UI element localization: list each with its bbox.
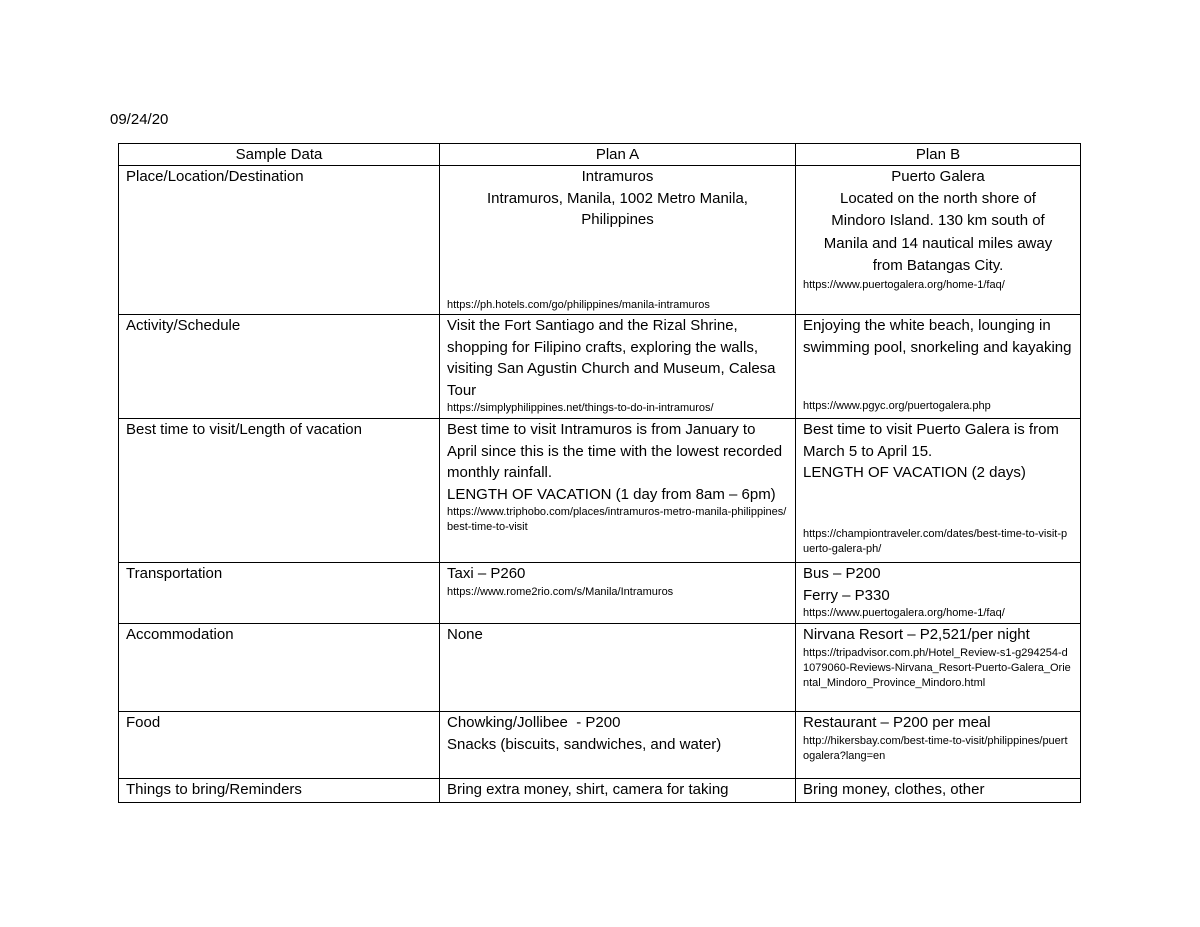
- header-sample-data: Sample Data: [119, 144, 440, 166]
- plan-b-place-line-5: from Batangas City.: [872, 257, 1004, 274]
- plan-b-place-line-1: Puerto Galera: [891, 168, 985, 185]
- plan-b-best-time-source-link[interactable]: https://championtraveler.com/dates/best-time-to-visit-puerto-galera-ph/: [803, 528, 1068, 555]
- plan-a-place-source-link[interactable]: https://ph.hotels.com/go/philippines/manila-intramuros: [447, 299, 710, 311]
- plan-a-accommodation-cell: [440, 624, 796, 712]
- plan-b-transportation-cell: [796, 563, 1081, 624]
- plan-b-activity-cell: [796, 315, 1081, 419]
- plan-b-place-line-4: Manila and 14 nautical miles away: [823, 234, 1053, 252]
- plan-a-things-cell: [440, 779, 796, 803]
- row-label-activity: Activity/Schedule: [119, 315, 440, 419]
- travel-plan-table: [118, 143, 1081, 803]
- plan-b-vacation-length: LENGTH OF VACATION (2 days): [803, 464, 1026, 481]
- plan-b-accommodation-text: Nirvana Resort – P2,521/per night: [803, 626, 1030, 643]
- plan-a-transport-text: Taxi – P260: [447, 565, 526, 582]
- table-row-accommodation: [119, 624, 1081, 712]
- plan-b-food-source-link[interactable]: http://hikersbay.com/best-time-to-visit/philippines/puertogalera?lang=en: [803, 734, 1068, 762]
- table-row-things-to-bring: [119, 779, 1081, 803]
- plan-a-activity-source-link[interactable]: https://simplyphilippines.net/things-to-do-in-intramuros/: [447, 402, 714, 414]
- plan-b-place-line-3: Mindoro Island. 130 km south of: [831, 212, 1045, 229]
- header-plan-a: Plan A: [440, 144, 796, 166]
- document-date: 09/24/20: [110, 111, 169, 128]
- table-row-best-time: [119, 419, 1081, 563]
- plan-b-transport-source-link[interactable]: https://www.puertogalera.org/home-1/faq/: [803, 607, 1005, 619]
- plan-a-best-time-source-link[interactable]: https://www.triphobo.com/places/intramuros-metro-manila-philippines/best-time-to-visit: [447, 506, 787, 533]
- plan-a-place-line-2: Intramuros, Manila, 1002 Metro Manila,: [487, 189, 748, 207]
- row-label-place: Place/Location/Destination: [119, 166, 440, 315]
- plan-a-snacks-text: Snacks (biscuits, sandwiches, and water): [447, 735, 722, 753]
- table-row-place: [119, 166, 1081, 315]
- row-label-things-to-bring: Things to bring/Reminders: [119, 779, 440, 803]
- plan-b-food-text: Restaurant – P200 per meal: [803, 714, 991, 731]
- plan-b-food-cell: [796, 712, 1081, 779]
- plan-b-things-text: Bring money, clothes, other: [803, 781, 985, 798]
- plan-b-transport-bus: Bus – P200: [803, 565, 881, 582]
- plan-a-food-cell: [440, 712, 796, 779]
- row-label-transportation: Transportation: [119, 563, 440, 624]
- plan-b-best-time-cell: [796, 419, 1081, 563]
- header-plan-b: Plan B: [796, 144, 1081, 166]
- plan-a-vacation-length: LENGTH OF VACATION (1 day from 8am – 6pm): [447, 485, 776, 503]
- plan-a-activity-text: Visit the Fort Santiago and the Rizal Shrine, shopping for Filipino crafts, exploring the walls, visiting San Agustin Church and Museum, Calesa Tour: [447, 317, 776, 399]
- plan-a-activity-cell: [440, 315, 796, 419]
- plan-b-activity-text: Enjoying the white beach, lounging in swimming pool, snorkeling and kayaking: [803, 317, 1072, 356]
- plan-b-place-line-2: Located on the north shore of: [840, 189, 1036, 207]
- plan-b-things-cell: [796, 779, 1081, 803]
- plan-a-accommodation-text: None: [447, 626, 483, 643]
- plan-a-food-text: Chowking/Jollibee - P200: [447, 714, 621, 731]
- plan-b-transport-ferry: Ferry – P330: [803, 586, 890, 604]
- plan-a-place-cell: [440, 166, 796, 315]
- plan-a-transport-source-link[interactable]: https://www.rome2rio.com/s/Manila/Intramuros: [447, 585, 674, 598]
- row-label-accommodation: Accommodation: [119, 624, 440, 712]
- table-row-food: [119, 712, 1081, 779]
- plan-a-place-line-3: Philippines: [581, 211, 654, 228]
- plan-a-things-text: Bring extra money, shirt, camera for taking: [447, 781, 729, 798]
- plan-b-place-cell: [796, 166, 1081, 315]
- table-row-activity: [119, 315, 1081, 419]
- plan-a-best-time-cell: [440, 419, 796, 563]
- plan-b-activity-source-link[interactable]: https://www.pgyc.org/puertogalera.php: [803, 400, 991, 412]
- plan-a-transportation-cell: [440, 563, 796, 624]
- plan-b-place-source-link[interactable]: https://www.puertogalera.org/home-1/faq/: [803, 278, 1005, 291]
- plan-b-accommodation-cell: [796, 624, 1081, 712]
- plan-b-accommodation-source-link[interactable]: https://tripadvisor.com.ph/Hotel_Review-s1-g294254-d1079060-Reviews-Nirvana_Resort-Puerto-Galera_Oriental_Mindoro_Province_Mindoro.html: [803, 646, 1071, 689]
- plan-a-place-line-1: Intramuros: [581, 168, 654, 185]
- plan-a-best-time-text: Best time to visit Intramuros is from January to April since this is the time with the lowest recorded monthly rainfall.: [447, 421, 783, 481]
- row-label-best-time: Best time to visit/Length of vacation: [119, 419, 440, 563]
- table-header-row: [119, 144, 1081, 166]
- plan-b-best-time-text: Best time to visit Puerto Galera is from March 5 to April 15.: [803, 421, 1059, 460]
- table-row-transportation: [119, 563, 1081, 624]
- row-label-food: Food: [119, 712, 440, 779]
